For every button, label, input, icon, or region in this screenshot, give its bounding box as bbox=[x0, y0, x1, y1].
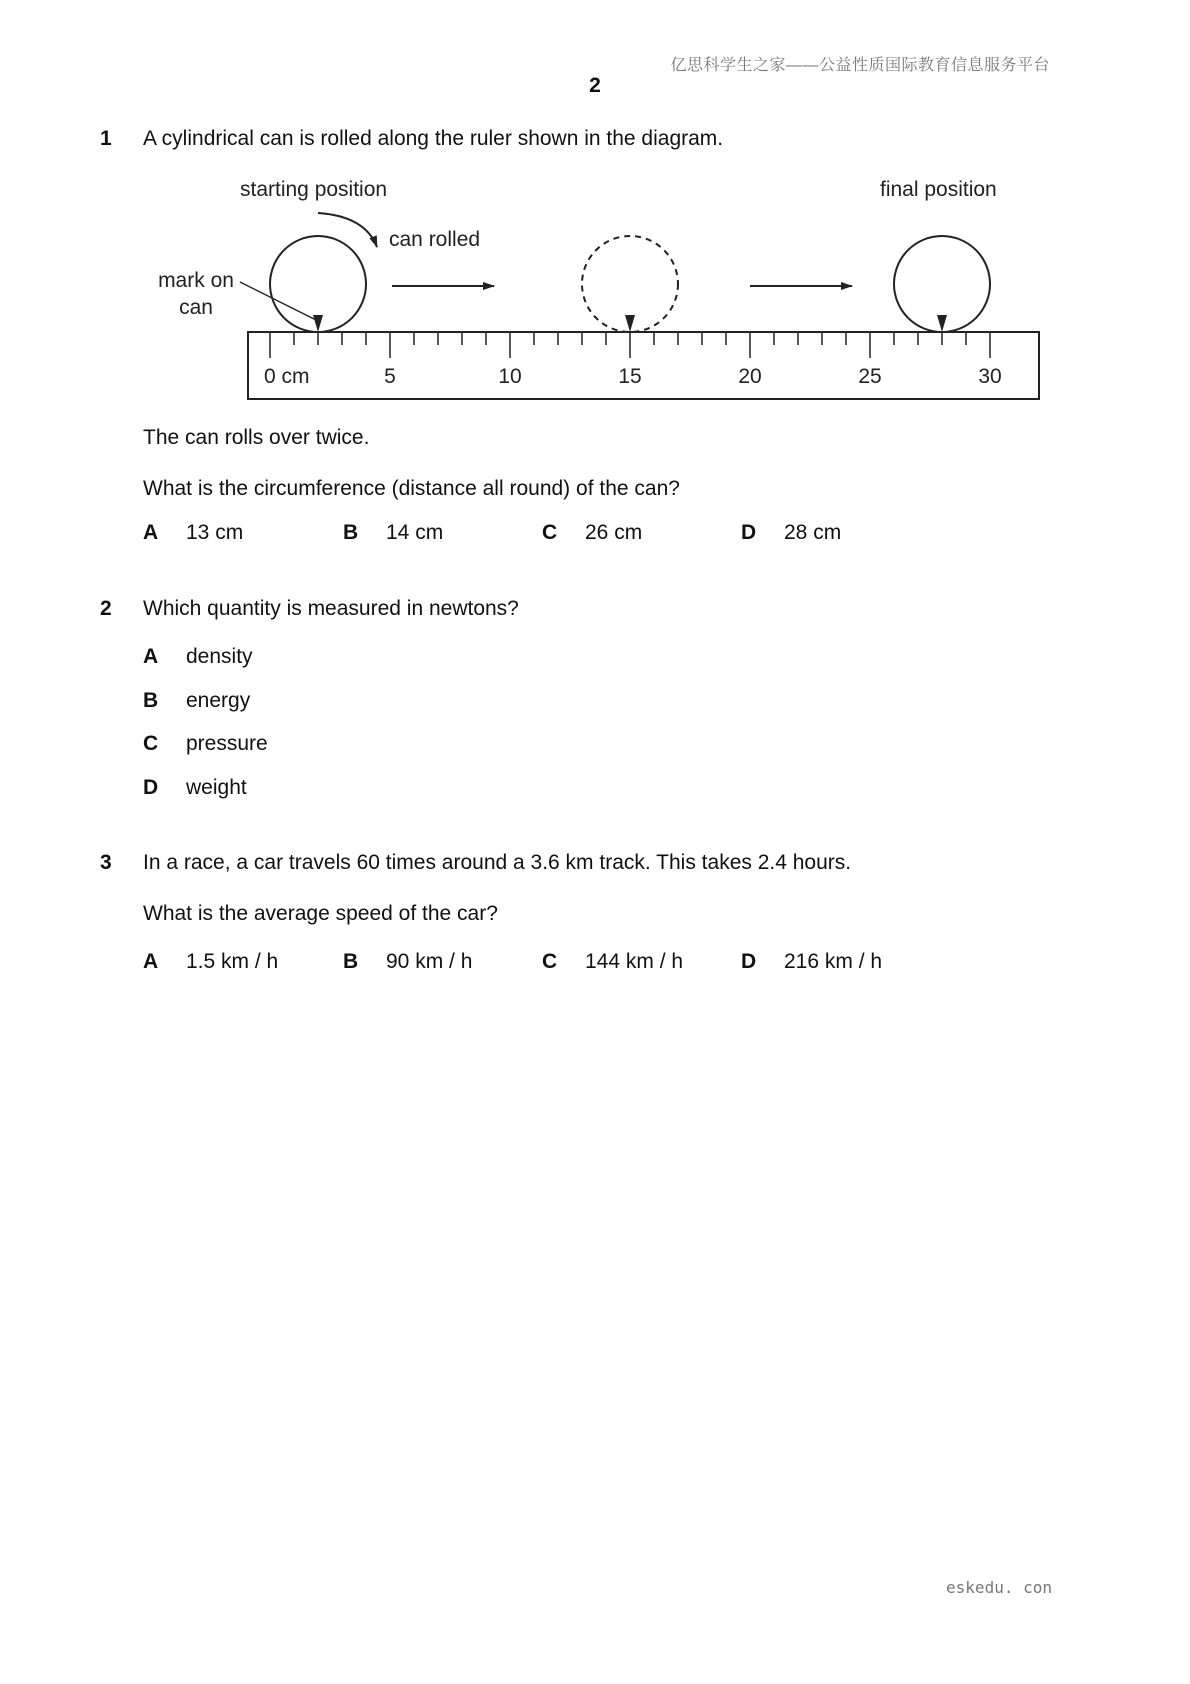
question-2-stem: Which quantity is measured in newtons? bbox=[143, 597, 519, 620]
question-3-line-1: What is the average speed of the car? bbox=[143, 902, 498, 925]
curved-roll-arrow bbox=[318, 213, 377, 247]
ruler-label: 15 bbox=[618, 365, 642, 388]
ruler-label: 10 bbox=[498, 365, 522, 388]
q3-option-b-text: 90 km / h bbox=[386, 950, 473, 973]
q3-option-c-letter: C bbox=[542, 950, 558, 973]
ruler-ticks bbox=[270, 332, 990, 358]
q3-option-c-text: 144 km / h bbox=[585, 950, 684, 973]
q1-option-a-letter: A bbox=[143, 521, 159, 544]
label-final-position: final position bbox=[880, 178, 997, 201]
ruler-label: 0 cm bbox=[264, 365, 310, 388]
q1-option-b-letter: B bbox=[343, 521, 359, 544]
footer-site: eskedu. con bbox=[946, 1578, 1052, 1597]
q3-option-a-text: 1.5 km / h bbox=[186, 950, 279, 973]
q1-option-a-text: 13 cm bbox=[186, 521, 244, 544]
question-3-number: 3 bbox=[100, 851, 112, 874]
question-1-number: 1 bbox=[100, 127, 112, 150]
q2-option-b-text: energy bbox=[186, 689, 251, 712]
q2-option-a-text: density bbox=[186, 645, 253, 668]
question-1-stem: A cylindrical can is rolled along the ruler shown in the diagram. bbox=[143, 127, 724, 150]
label-mark-on: mark on bbox=[158, 269, 234, 292]
rolling-can-diagram bbox=[0, 160, 1190, 410]
q2-option-b-letter: B bbox=[143, 689, 159, 712]
ruler-label: 30 bbox=[978, 365, 1002, 388]
can-final-mark bbox=[937, 315, 947, 332]
label-can-rolled: can rolled bbox=[389, 228, 481, 251]
q1-option-d-letter: D bbox=[741, 521, 757, 544]
q2-option-c-letter: C bbox=[143, 732, 159, 755]
page-number: 2 bbox=[589, 74, 601, 97]
mark-leader-line bbox=[240, 282, 316, 320]
can-middle-mark bbox=[625, 315, 635, 332]
question-1-line-1: The can rolls over twice. bbox=[143, 426, 370, 449]
header-watermark: 亿思科学生之家——公益性质国际教育信息服务平台 bbox=[670, 57, 1050, 74]
q2-option-c-text: pressure bbox=[186, 732, 268, 755]
q1-option-d-text: 28 cm bbox=[784, 521, 842, 544]
q1-option-c-text: 26 cm bbox=[585, 521, 643, 544]
q2-option-d-letter: D bbox=[143, 776, 159, 799]
can-start-mark bbox=[313, 315, 323, 332]
q2-option-d-text: weight bbox=[186, 776, 247, 799]
q1-option-c-letter: C bbox=[542, 521, 558, 544]
ruler-label: 5 bbox=[384, 365, 396, 388]
question-2-number: 2 bbox=[100, 597, 112, 620]
label-can: can bbox=[179, 296, 213, 319]
question-1-line-2: What is the circumference (distance all round) of the can? bbox=[143, 477, 680, 500]
ruler-label: 20 bbox=[738, 365, 762, 388]
question-3-stem: In a race, a car travels 60 times around a 3.6 km track. This takes 2.4 hours. bbox=[143, 851, 852, 874]
q1-option-b-text: 14 cm bbox=[386, 521, 444, 544]
q3-option-b-letter: B bbox=[343, 950, 359, 973]
ruler-label: 25 bbox=[858, 365, 882, 388]
q2-option-a-letter: A bbox=[143, 645, 159, 668]
q3-option-d-text: 216 km / h bbox=[784, 950, 883, 973]
ruler-labels bbox=[264, 365, 1002, 388]
q3-option-d-letter: D bbox=[741, 950, 757, 973]
q3-option-a-letter: A bbox=[143, 950, 159, 973]
label-starting-position: starting position bbox=[240, 178, 388, 201]
